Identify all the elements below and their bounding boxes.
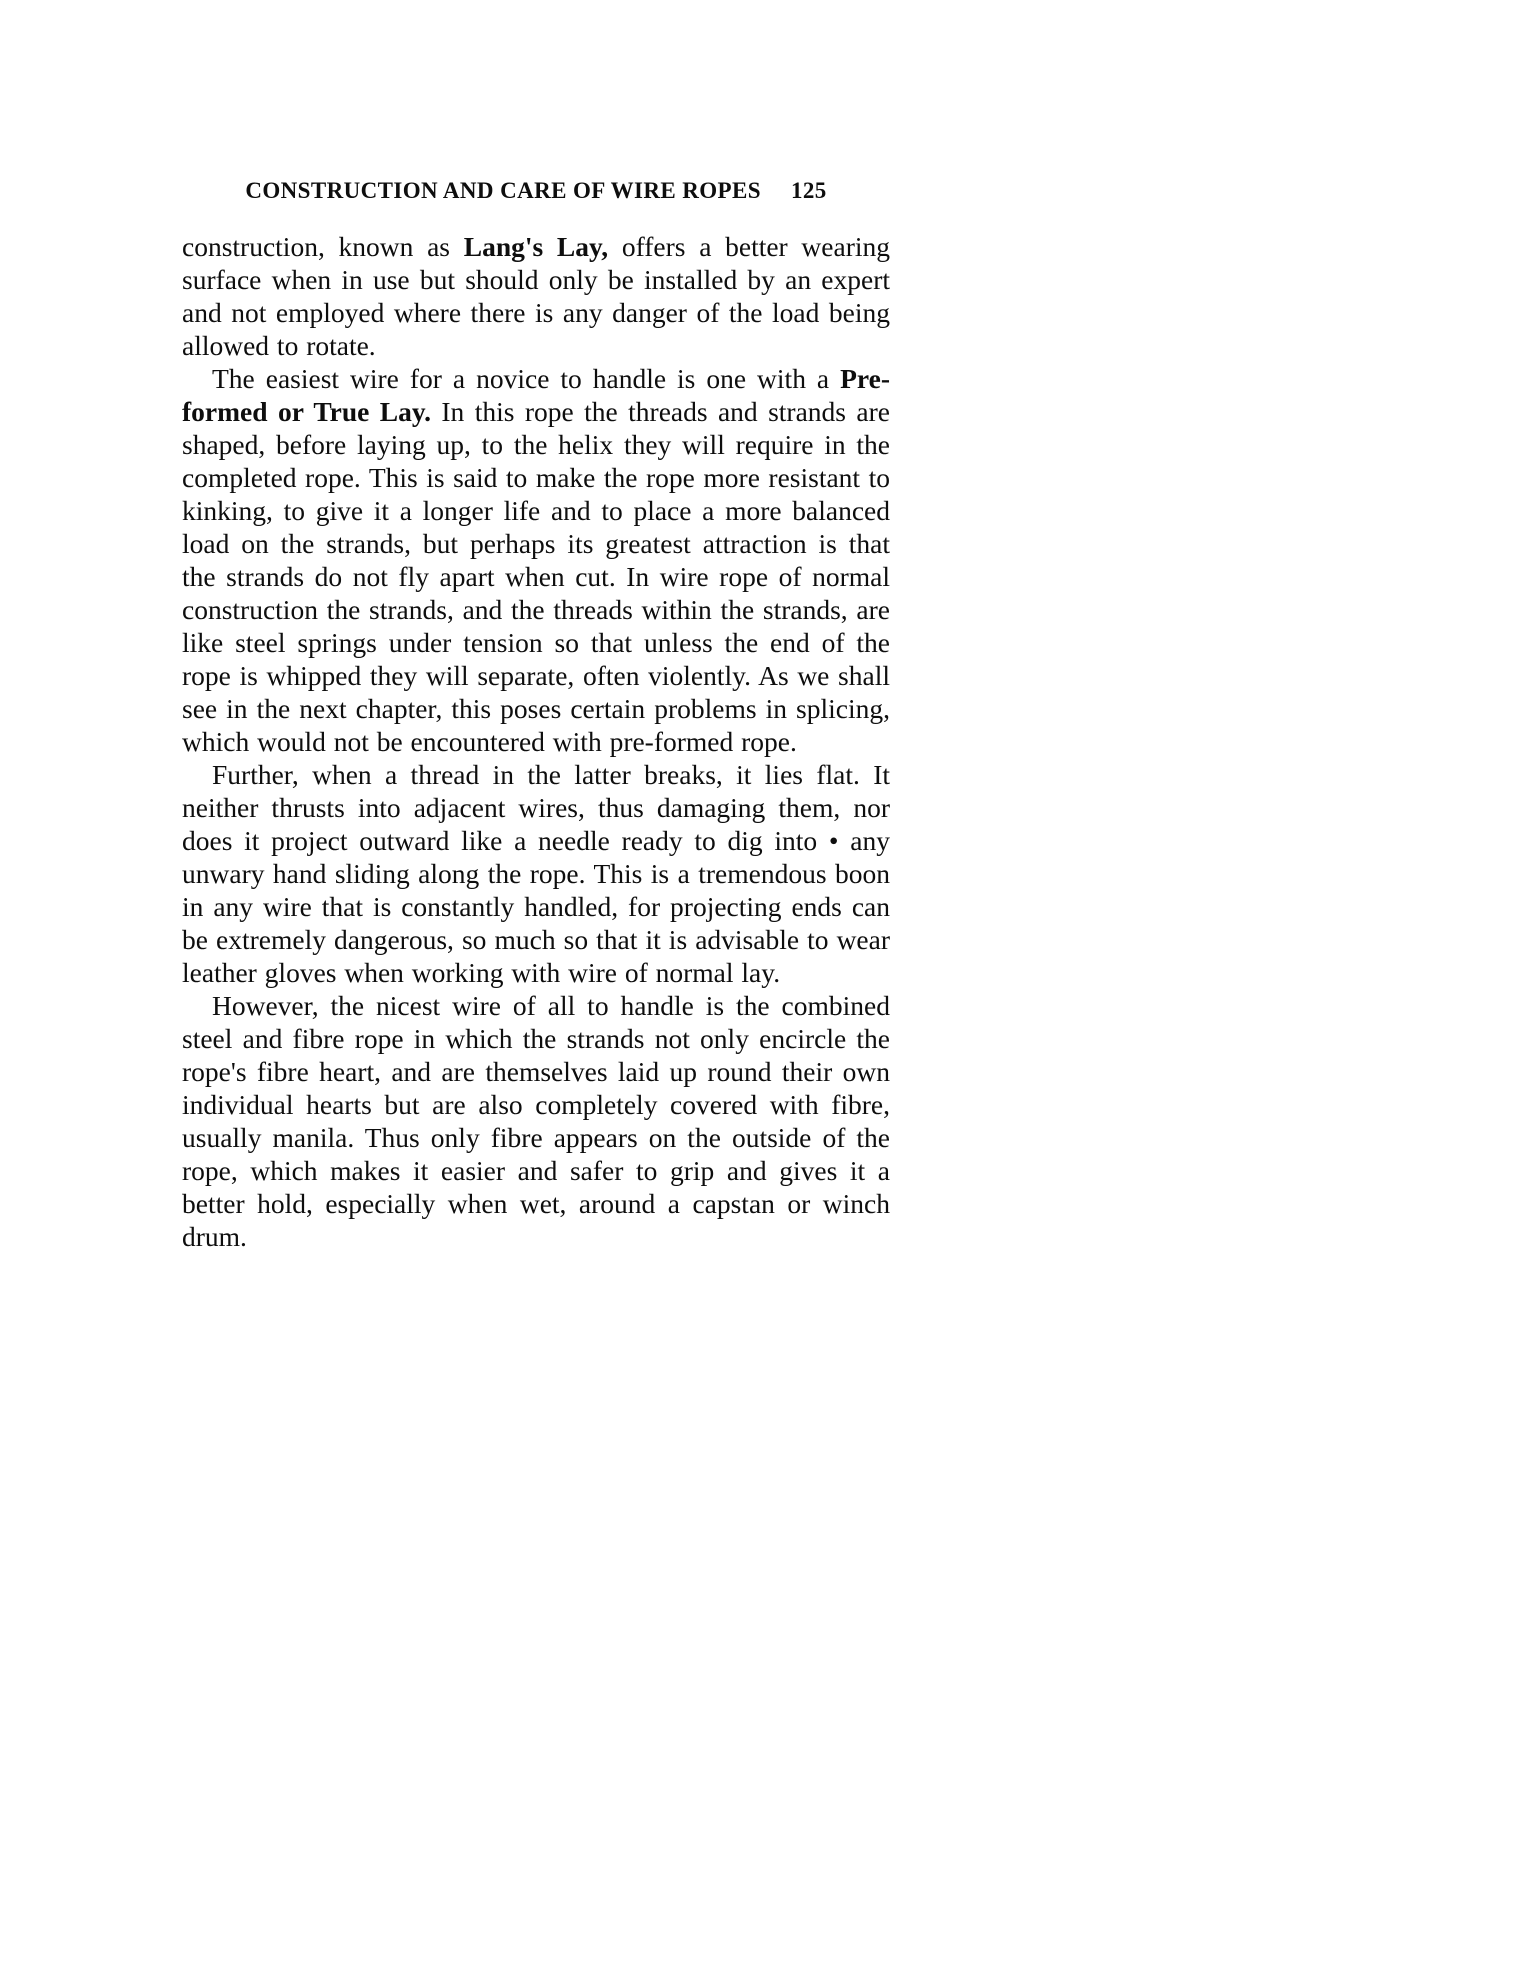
text-run: The easiest wire for a novice to handle is one with a <box>212 363 841 394</box>
bold-term: Pre-formed or True Lay. <box>182 363 890 427</box>
running-title: CONSTRUCTION AND CARE OF WIRE ROPES <box>245 178 761 203</box>
paragraph <box>182 230 890 362</box>
text-run: construction, known as <box>182 231 464 262</box>
page-header <box>182 178 890 204</box>
paragraph <box>182 362 890 758</box>
text-run: However, the nicest wire of all to handle is the combined steel and fibre rope in which the strands not only encircle the rope's fibre heart, and are themselves laid up round their own individual hearts but are also completely covered with fibre, usually manila. Thus only fibre appears on the outside of the rope, which makes it easier and safer to grip and gives it a better hold, especially when wet, around a capstan or winch drum. <box>182 990 890 1252</box>
paragraph <box>182 989 890 1253</box>
body-text <box>182 230 890 1253</box>
text-run: In this rope the threads and strands are shaped, before laying up, to the helix they will require in the completed rope. This is said to make the rope more resistant to kinking, to give it a longer life and to place a more balanced load on the strands, but perhaps its greatest attraction is that the strands do not fly apart when cut. In wire rope of normal construction the strands, and the threads within the strands, are like steel springs under tension so that unless the end of the rope is whipped they will separate, often violently. As we shall see in the next chapter, this poses certain problems in splicing, which would not be encountered with pre-formed rope. <box>182 396 890 757</box>
page-number: 125 <box>790 178 827 203</box>
paragraph <box>182 758 890 989</box>
text-run: offers a better wearing surface when in use but should only be installed by an expert and not employed where there is any danger of the load being allowed to rotate. <box>182 231 891 361</box>
text-column <box>182 178 890 1253</box>
bold-term: Lang's Lay, <box>463 231 609 262</box>
text-run: Further, when a thread in the latter breaks, it lies flat. It neither thrusts into adjacent wires, thus damaging them, nor does it project outward like a needle ready to dig into • any unwary hand sliding along the rope. This is a tremendous boon in any wire that is constantly handled, for projecting ends can be extremely dangerous, so much so that it is advisable to wear leather gloves when working with wire of normal lay. <box>182 759 890 988</box>
